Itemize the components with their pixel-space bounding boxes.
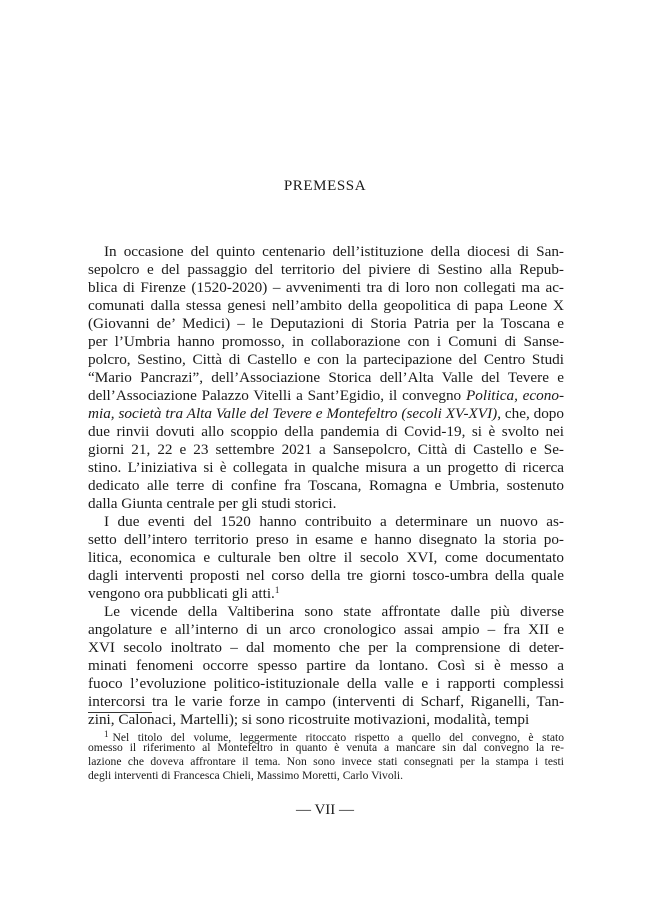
footnote — [88, 727, 564, 783]
paragraph-3-line: fuoco l’evoluzione politico-istituzionale della valle e i rapporti complessi — [88, 675, 564, 692]
paragraph-2-line: I due eventi del 1520 hanno contribuito a determinare un nuovo as- — [104, 513, 564, 530]
paragraph-2-line: setto dell’intero territorio preso in esame e hanno disegnato la storia po- — [88, 531, 564, 548]
paragraph-1-line: dedicato alle terre di confine fra Toscana, Romagna e Umbria, sostenuto — [88, 477, 564, 494]
paragraph-1-line: mia, società tra Alta Valle del Tevere e Montefeltro (secoli XV-XVI), che, dopo — [88, 405, 564, 422]
paragraph-3-line: intercorsi tra le varie forze in campo (interventi di Scharf, Riganelli, Tan- — [88, 693, 564, 710]
footnote-line: $^1$ Nel titolo del volume, leggermente ritoccato rispetto a quello del convegno, è stato — [104, 729, 564, 744]
footnote-line: omesso il riferimento al Montefeltro in quanto è venuta a mancare sin dal convegno la re- — [88, 741, 564, 754]
paragraph-3-line: XVI secolo inoltrato – dal momento che per la comprensione di deter- — [88, 639, 564, 656]
paragraph-1-line: sepolcro e del passaggio del territorio del piviere di Sestino alla Repub- — [88, 261, 564, 278]
footnote-line: degli interventi di Francesca Chieli, Massimo Moretti, Carlo Vivoli. — [88, 769, 403, 782]
paragraph-1-line: giorni 21, 22 e 23 settembre 2021 a Sansepolcro, Città di Castello e Se- — [88, 441, 564, 458]
paragraph-3-line: minati fenomeni occorre spesso partire da lontano. Così si è messo a — [88, 657, 564, 674]
paragraph-3-line: zini, Calonaci, Martelli); si sono ricostruite motivazioni, modalità, tempi — [88, 711, 530, 728]
paragraph-1-line: dell’Associazione Palazzo Vitelli a Sant’Egidio, il convegno Politica, econo- — [88, 387, 565, 404]
page-number: — VII — — [295, 802, 355, 818]
paragraph-3-line: angolature e all’interno di un arco cronologico assai ampio – fra XII e — [88, 621, 564, 638]
footnote-separator — [88, 712, 152, 713]
footnote-number: 1 — [104, 729, 109, 739]
paragraph-1-line: due rinvii dovuti allo scoppio della pandemia di Covid-19, si è svolto nei — [88, 423, 564, 440]
paragraph-1-line: (Giovanni de’ Medici) – le Deputazioni di Storia Patria per la Toscana e — [88, 315, 564, 332]
paragraph-1-line: dalla Giunta centrale per gli studi storici. — [88, 495, 337, 512]
footnote-ref: 1 — [274, 585, 280, 595]
paragraph-2-line: dagli interventi proposti nel corso della tre giorni tosco-umbra della quale — [88, 567, 564, 584]
paragraph-1-line: blica di Firenze (1520-2020) – avvenimenti tra di loro non collegati ma ac- — [88, 279, 564, 296]
paragraph-3-line: Le vicende della Valtiberina sono state affrontate dalle più diverse — [104, 603, 564, 620]
paragraph-1-line: stino. L’iniziativa si è collegata in qualche misura a un progetto di ricerca — [88, 459, 564, 476]
paragraph-1-line: polcro, Sestino, Città di Castello e con la partecipazione del Centro Studi — [88, 351, 564, 368]
main-text — [88, 243, 564, 729]
paragraph-1-line: comunati dalla stessa genesi nell’ambito della geopolitica di papa Leone X — [88, 297, 564, 314]
paragraph-1-line: per l’Umbria hanno promosso, in collaborazione con i Comuni di Sanse- — [88, 333, 564, 350]
page-title: PREMESSA — [283, 178, 367, 194]
paragraph-2-line: vengono ora pubblicati gli atti.$^1$ — [88, 585, 280, 602]
paragraph-2-line: litica, economica e culturale ben oltre il secolo XVI, come documentato — [88, 549, 564, 566]
paragraph-1-line: “Mario Pancrazi”, dell’Associazione Storica dell’Alta Valle del Tevere e — [88, 369, 564, 386]
footnote-line: lazione che doveva affrontare il tema. Non sono invece stati consegnati per la stampa i testi — [88, 755, 564, 768]
paragraph-1-line: In occasione del quinto centenario dell’istituzione della diocesi di San- — [104, 243, 564, 260]
